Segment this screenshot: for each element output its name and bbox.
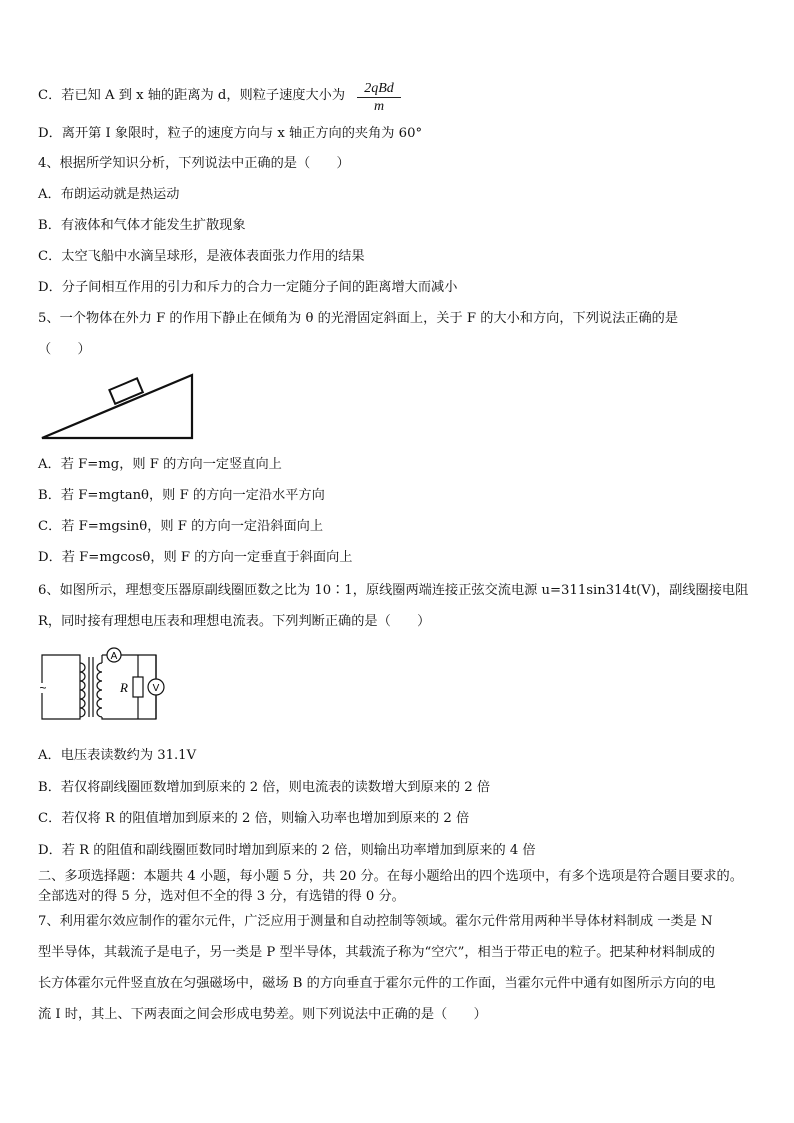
- q6-option-b: B．若仅将副线圈匝数增加到原来的 2 倍，则电流表的读数增大到原来的 2 倍: [38, 780, 491, 795]
- voltmeter-label: V: [152, 683, 160, 694]
- ammeter-label: A: [110, 651, 118, 662]
- q5-option-a: A．若 F=mg，则 F 的方向一定竖直向上: [38, 457, 282, 472]
- question-5-paren: （ ）: [38, 342, 91, 357]
- q5-option-b: B．若 F=mgtanθ，则 F 的方向一定沿水平方向: [38, 488, 325, 503]
- q4-option-c: C．太空飞船中水滴呈球形，是液体表面张力作用的结果: [38, 249, 365, 264]
- q6-option-a: A．电压表读数约为 31.1V: [38, 748, 197, 763]
- resistor-symbol: [133, 677, 143, 697]
- incline-figure: [38, 370, 198, 442]
- section-2-heading-cont: 全部选对的得 5 分，选对但不全的得 3 分，有选错的得 0 分。: [38, 889, 405, 904]
- q6-option-c: C．若仅将 R 的阻值增加到原来的 2 倍，则输入功率也增加到原来的 2 倍: [38, 811, 470, 826]
- q5-option-d: D．若 F=mgcosθ，则 F 的方向一定垂直于斜面向上: [38, 550, 353, 565]
- question-7-line-2: 型半导体，其载流子是电子，另一类是 P 型半导体，其载流子称为“空穴”，相当于带正电的粒子。把某种材料制成的: [38, 945, 715, 960]
- q4-option-a: A．布朗运动就是热运动: [38, 187, 180, 202]
- ac-source-symbol: ~: [39, 681, 47, 695]
- transformer-circuit-figure: [38, 645, 188, 727]
- q5-option-c: C．若 F=mgsinθ，则 F 的方向一定沿斜面向上: [38, 519, 324, 534]
- fraction-numerator: 2qBd: [357, 80, 401, 98]
- resistor-label: R: [120, 680, 128, 695]
- fraction-denominator: m: [373, 99, 385, 114]
- incline-triangle: [42, 375, 192, 438]
- question-7-line-4: 流 I 时，其上、下两表面之间会形成电势差。则下列说法中正确的是（ ）: [38, 1007, 487, 1022]
- option-d-line: D．离开第 I 象限时，粒子的速度方向与 x 轴正方向的夹角为 60°: [38, 126, 423, 141]
- block-on-incline: [109, 378, 142, 403]
- q6-option-d: D．若 R 的阻值和副线圈匝数同时增加到原来的 2 倍，则输出功率增加到原来的 4 倍: [38, 843, 536, 858]
- question-5: 5、一个物体在外力 F 的作用下静止在倾角为 θ 的光滑固定斜面上，关于 F 的大小和方向，下列说法正确的是: [38, 311, 679, 326]
- question-6: 6、如图所示，理想变压器原副线圈匝数之比为 10∶1，原线圈两端连接正弦交流电源 u=311sin314t(V)，副线圈接电阻: [38, 583, 749, 598]
- fraction: [357, 80, 401, 116]
- question-4: 4、根据所学知识分析，下列说法中正确的是（ ）: [38, 156, 350, 171]
- q4-option-b: B．有液体和气体才能发生扩散现象: [38, 218, 246, 233]
- q4-option-d: D．分子间相互作用的引力和斥力的合力一定随分子间的距离增大而减小: [38, 280, 458, 295]
- question-7-line-1: 7、利用霍尔效应制作的霍尔元件，广泛应用于测量和自动控制等领域。霍尔元件常用两种半导体材料制成 一类是 N: [38, 914, 713, 929]
- section-2-heading: 二、多项选择题：本题共 4 小题，每小题 5 分，共 20 分。在每小题给出的四个选项中，有多个选项是符合题目要求的。: [38, 869, 743, 884]
- question-7-line-3: 长方体霍尔元件竖直放在匀强磁场中，磁场 B 的方向垂直于霍尔元件的工作面，当霍尔元件中通有如图所示方向的电: [38, 976, 716, 991]
- question-6-cont: R，同时接有理想电压表和理想电流表。下列判断正确的是（ ）: [38, 614, 431, 629]
- option-c-line: C．若已知 A 到 x 轴的距离为 d，则粒子速度大小为: [38, 88, 346, 103]
